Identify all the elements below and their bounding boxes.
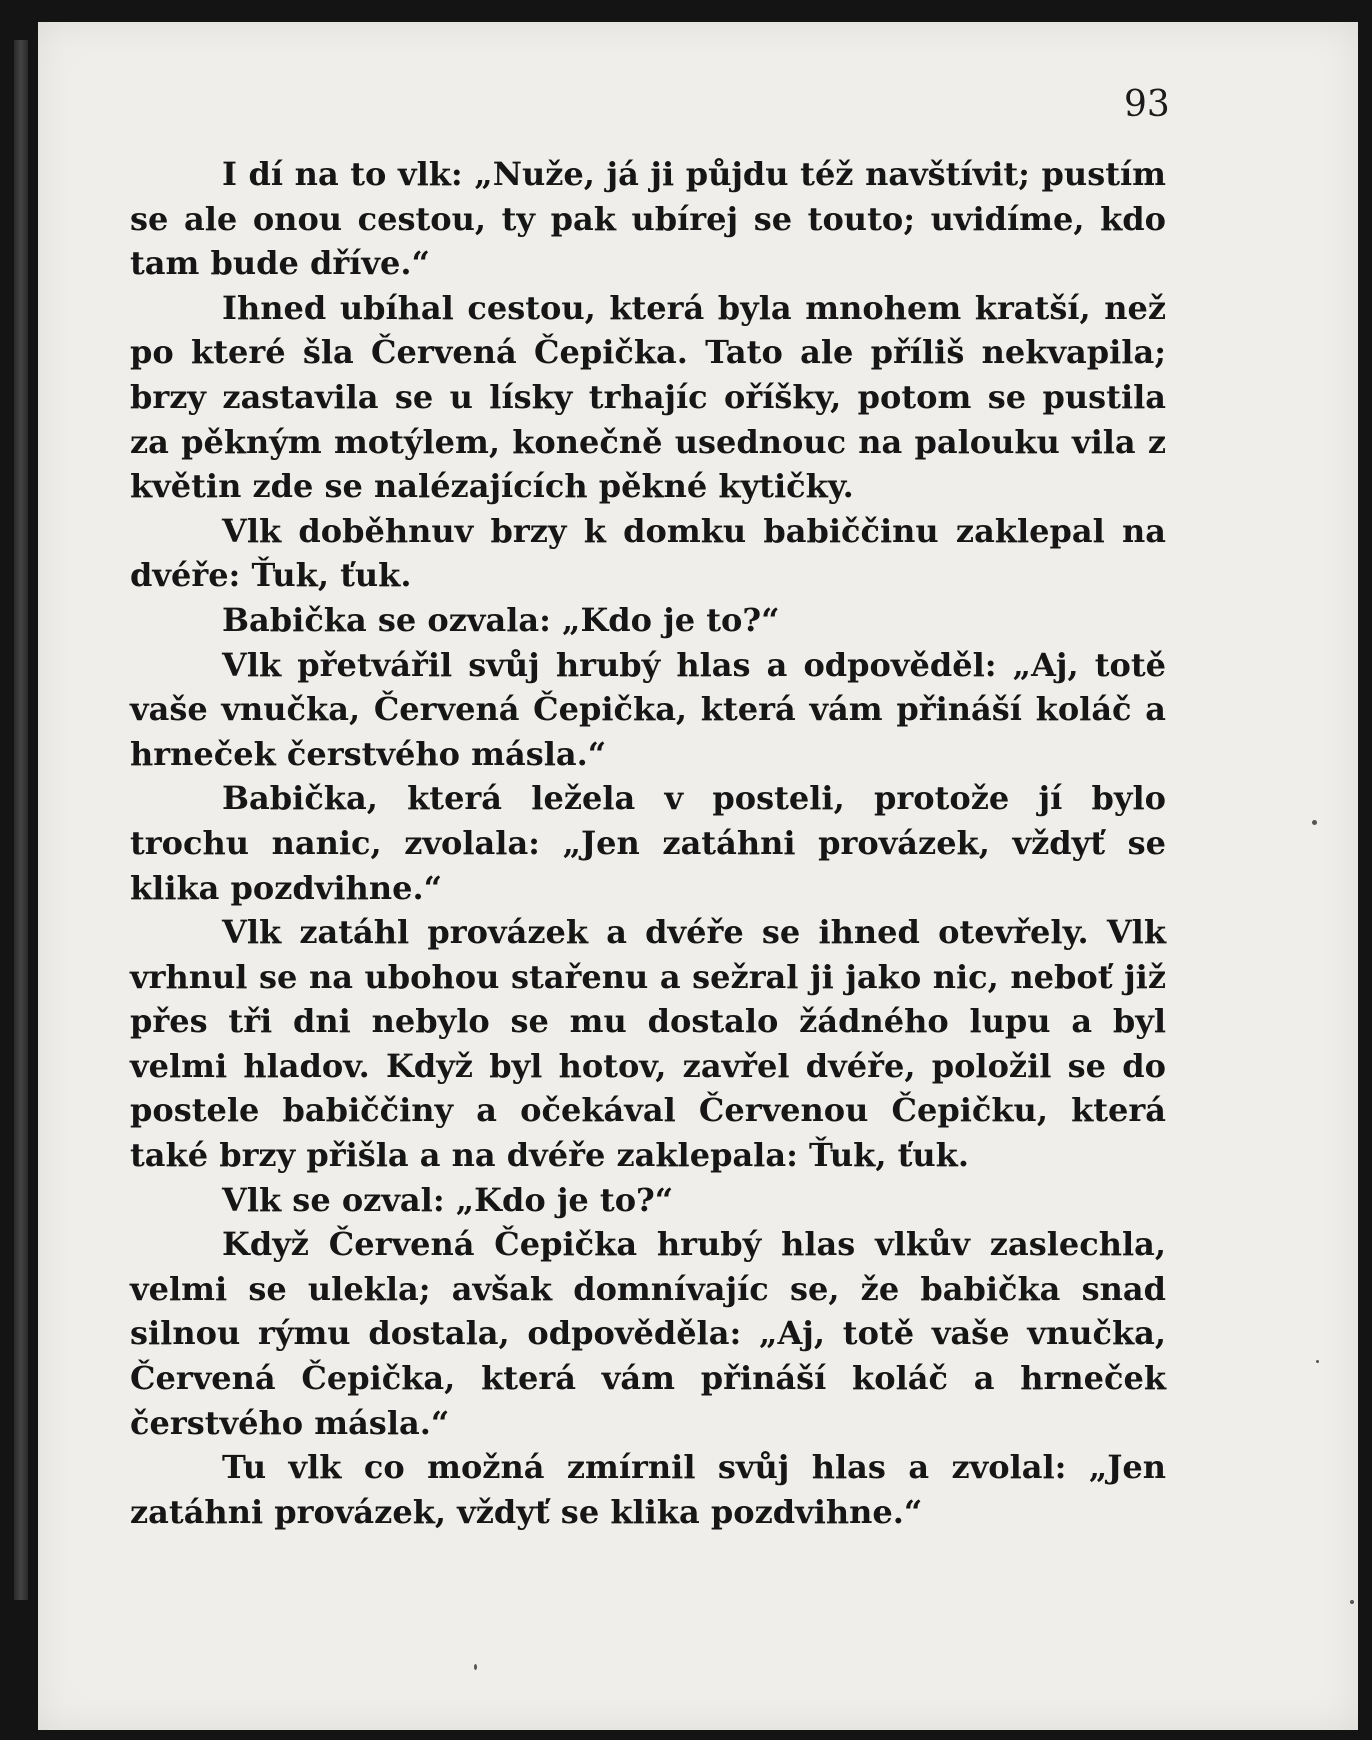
paragraph: Vlk se ozval: „Kdo je to?“ — [222, 1180, 674, 1219]
book-binding-edge — [14, 40, 28, 1600]
paper-speck — [1350, 1600, 1354, 1604]
paragraph: Babička se ozvala: „Kdo je to?“ — [222, 600, 780, 639]
paragraph: I dí na to vlk: „Nuže, já ji půjdu též navštívit; pustím se ale onou cestou, ty pak ubírej se touto; uvidíme, kdo tam bude dříve.“ — [130, 155, 1166, 283]
paragraph: Vlk přetvářil svůj hrubý hlas a odpověděl: „Aj, totě vaše vnučka, Červená Čepička, která vám přináší koláč a hrneček čerstvého másla.“ — [130, 645, 1166, 773]
paragraph: Když Červená Čepička hrubý hlas vlkův zaslechla, velmi se ulekla; avšak domnívajíc se, že babička snad silnou rýmu dostala, odpověděla: „Aj, totě vaše vnučka, Červená Čepička, která vám přináší koláč a hrneček čerstvého másla.“ — [130, 1225, 1166, 1442]
paragraph: Babička, která ležela v posteli, protože jí bylo trochu nanic, zvolala: „Jen zatáhni provázek, vždyť se klika pozdvihne.“ — [130, 779, 1166, 907]
paper-speck — [1316, 1360, 1319, 1363]
body-text — [130, 152, 1166, 1534]
page-number: 93 — [1124, 84, 1170, 125]
paragraph: Ihned ubíhal cestou, která byla mnohem kratší, než po které šla Červená Čepička. Tato ale příliš nekvapila; brzy zastavila se u lísky trhajíc oříšky, potom se pustila za pěkným motýlem, konečně usednouc na palouku vila z květin zde se nalézajících pěkné kytičky. — [130, 288, 1166, 506]
paper-speck — [1312, 820, 1317, 825]
paragraph: Vlk zatáhl provázek a dvéře se ihned otevřely. Vlk vrhnul se na ubohou stařenu a sežral ji jako nic, neboť již přes tři dni nebylo se mu dostalo žádného lupu a byl velmi hladov. Když byl hotov, zavřel dvéře, položil se do postele babiččiny a očekával Červenou Čepičku, která také brzy přišla a na dvéře zaklepala: Ťuk, ťuk. — [130, 913, 1166, 1175]
paragraph: Vlk doběhnuv brzy k domku babiččinu zaklepal na dvéře: Ťuk, ťuk. — [130, 511, 1166, 595]
paper-speck — [474, 1664, 477, 1670]
paragraph: Tu vlk co možná zmírnil svůj hlas a zvolal: „Jen zatáhni provázek, vždyť se klika pozdvihne.“ — [130, 1448, 1166, 1531]
